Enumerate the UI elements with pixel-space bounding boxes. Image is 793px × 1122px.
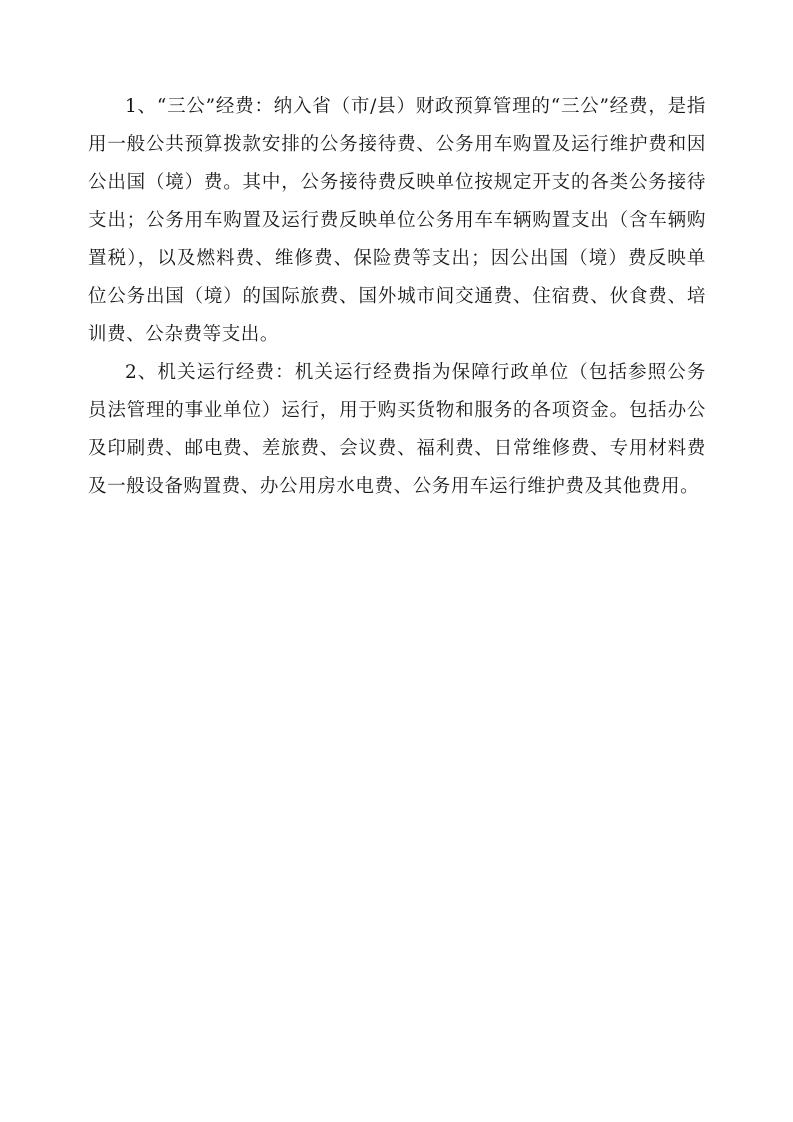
paragraph-san-gong-jingfei: 1、“三公”经费：纳入省（市/县）财政预算管理的“三公”经费，是指用一般公共预算拨款安排的公务接待费、公务用车购置及运行维护费和因公出国（境）费。其中，公务接待费反映单位按规定开支的各类公务接待支出；公务用车购置及运行费反映单位公务用车车辆购置支出（含车辆购置税），以及燃料费、维修费、保险费等支出；因公出国（境）费反映单位公务出国（境）的国际旅费、国外城市间交通费、住宿费、伙食费、培训费、公杂费等支出。	[88, 96, 706, 345]
document-body	[88, 88, 706, 506]
paragraph-jiguan-yunxing-jingfei: 2、机关运行经费：机关运行经费指为保障行政单位（包括参照公务员法管理的事业单位）运行，用于购买货物和服务的各项资金。包括办公及印刷费、邮电费、差旅费、会议费、福利费、日常维修费、专用材料费及一般设备购置费、办公用房水电费、公务用车运行维护费及其他费用。	[88, 362, 706, 497]
